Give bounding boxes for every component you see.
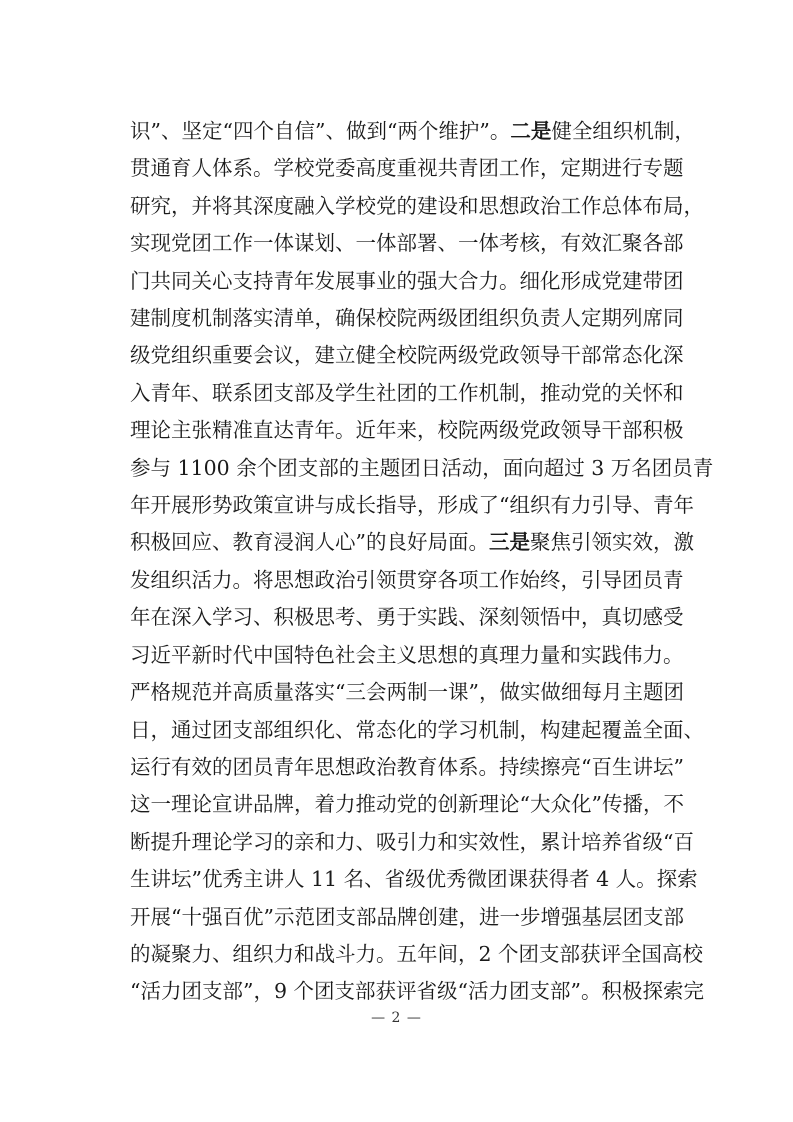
- text-segment: 理论主张精准直达青年。近年来，校院两级党政领导干部积极: [130, 418, 684, 443]
- text-segment: 年在深入学习、积极思考、勇于实践、深刻领悟中，真切感受: [130, 605, 684, 630]
- text-segment: 级党组织重要会议，建立健全校院两级党政领导干部常态化深: [130, 343, 684, 368]
- text-segment: 年开展形势政策宣讲与成长指导，形成了“组织有力引导、青年: [130, 493, 694, 518]
- text-line: [130, 674, 684, 711]
- text-line: [130, 861, 698, 898]
- text-line: [130, 712, 704, 749]
- text-segment: 生讲坛”优秀主讲人 11 名、省级优秀微团课获得者 4 人。探索: [130, 867, 698, 892]
- text-segment: 门共同关心支持青年发展事业的强大合力。细化形成党建带团: [130, 268, 684, 293]
- text-line: [130, 899, 684, 936]
- emphasis-text: 二是: [510, 119, 552, 143]
- text-line: [130, 824, 694, 861]
- body-paragraph: [130, 113, 714, 1011]
- emphasis-text: 三是: [488, 530, 530, 555]
- text-line: [130, 300, 684, 337]
- text-segment: 积极回应、教育浸润人心”的良好局面。: [130, 530, 489, 555]
- text-segment: 聚焦引领实效，激: [529, 530, 694, 555]
- text-segment: 入青年、联系团支部及学生社团的工作机制，推动党的关怀和: [130, 380, 684, 405]
- text-line: [130, 936, 704, 973]
- text-segment: 参与 1100 余个团支部的主题团日活动，面向超过 3 万名团员青: [130, 455, 714, 480]
- text-line: [130, 524, 694, 561]
- text-line: [130, 188, 704, 225]
- text-segment: 识”、坚定“四个自信”、做到“两个维护”。: [130, 119, 511, 143]
- text-line: [130, 786, 684, 823]
- text-line: [130, 113, 695, 150]
- text-line: [130, 599, 684, 636]
- text-segment: 发组织活力。将思想政治引领贯穿各项工作始终，引导团员青: [130, 567, 684, 592]
- text-line: [130, 337, 684, 374]
- text-line: [130, 225, 684, 262]
- text-line: [130, 562, 684, 599]
- text-line: [130, 375, 684, 412]
- text-segment: 严格规范并高质量落实“三会两制一课”，做实做细每月主题团: [130, 680, 684, 705]
- text-line: [130, 973, 704, 1010]
- text-segment: 习近平新时代中国特色社会主义思想的真理力量和实践伟力。: [130, 642, 684, 667]
- text-segment: “活力团支部”，9 个团支部获评省级“活力团支部”。积极探索完: [130, 979, 704, 1004]
- text-line: [130, 150, 684, 187]
- text-segment: 开展“十强百优”示范团支部品牌创建，进一步增强基层团支部: [130, 904, 684, 929]
- text-segment: 健全组织机制，: [551, 119, 695, 143]
- text-line: [130, 263, 684, 300]
- text-segment: 这一理论宣讲品牌，着力推动党的创新理论“大众化”传播，不: [130, 792, 684, 817]
- text-line: [130, 637, 684, 674]
- text-segment: 的凝聚力、组织力和战斗力。五年间，2 个团支部获评全国高校: [130, 941, 704, 966]
- text-line: [130, 749, 684, 786]
- text-line: [130, 412, 684, 449]
- text-segment: 贯通育人体系。学校党委高度重视共青团工作，定期进行专题: [130, 156, 684, 181]
- text-line: [130, 450, 714, 487]
- text-line: [130, 487, 694, 524]
- text-segment: 研究，并将其深度融入学校党的建设和思想政治工作总体布局，: [130, 193, 704, 218]
- text-segment: 日，通过团支部组织化、常态化的学习机制，构建起覆盖全面、: [130, 717, 704, 742]
- text-segment: 实现党团工作一体谋划、一体部署、一体考核，有效汇聚各部: [130, 231, 684, 256]
- text-segment: 断提升理论学习的亲和力、吸引力和实效性，累计培养省级“百: [130, 829, 694, 854]
- page-number: — 2 —: [371, 1010, 422, 1026]
- text-segment: 建制度机制落实清单，确保校院两级团组织负责人定期列席同: [130, 306, 684, 331]
- text-segment: 运行有效的团员青年思想政治教育体系。持续擦亮“百生讲坛”: [130, 754, 684, 779]
